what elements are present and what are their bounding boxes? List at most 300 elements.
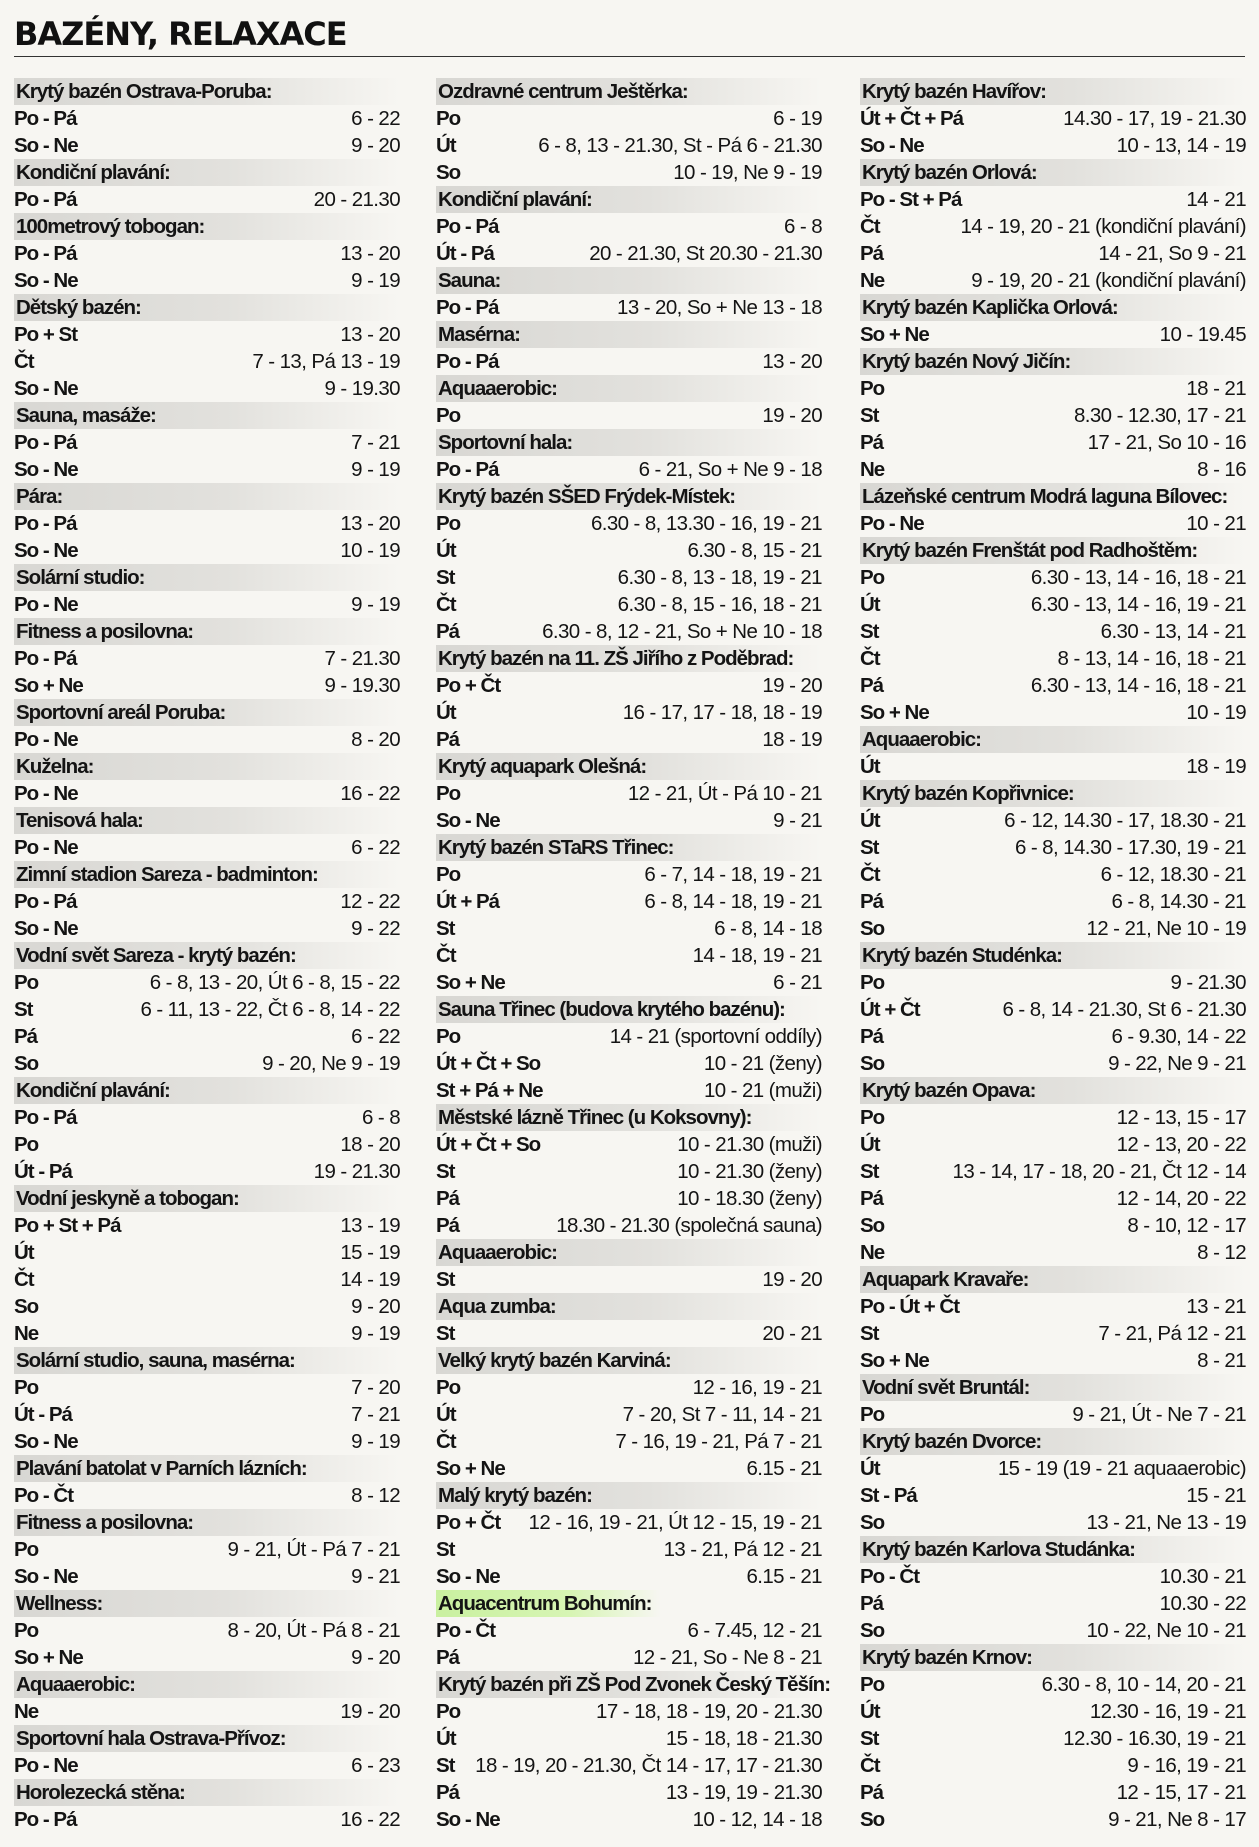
schedule-days: St — [436, 917, 455, 940]
facility-heading: Vodní svět Sareza - krytý bazén: — [14, 942, 400, 969]
schedule-hours: 7 - 20, St 7 - 11, 14 - 21 — [622, 1403, 822, 1426]
schedule-days: So - Ne — [14, 269, 78, 292]
schedule-days: Út - Pá — [14, 1160, 72, 1183]
schedule-days: So - Ne — [14, 1430, 78, 1453]
schedule-row — [14, 1158, 400, 1185]
facility-heading: Solární studio: — [14, 564, 400, 591]
schedule-row — [436, 969, 822, 996]
schedule-hours: 6 - 8, 14 - 21.30, St 6 - 21.30 — [1002, 998, 1246, 1021]
schedule-row — [860, 510, 1246, 537]
schedule-hours: 15 - 19 — [340, 1241, 400, 1264]
facility-heading-row — [14, 1671, 400, 1698]
schedule-row — [14, 1752, 400, 1779]
schedule-days: Po - Pá — [14, 1808, 77, 1831]
schedule-hours: 6.30 - 8, 13 - 18, 19 - 21 — [617, 566, 822, 589]
schedule-days: So + Ne — [860, 1349, 929, 1372]
schedule-row — [860, 591, 1246, 618]
facility-heading-highlighted: Aquacentrum Bohumín: — [436, 1590, 661, 1617]
schedule-days: Po - Ne — [14, 593, 78, 616]
schedule-hours: 14 - 19 — [340, 1268, 400, 1291]
schedule-row — [14, 132, 400, 159]
schedule-row — [14, 321, 400, 348]
schedule-row — [14, 537, 400, 564]
schedule-days: Pá — [436, 728, 460, 751]
schedule-row — [860, 807, 1246, 834]
schedule-days: Po - Ne — [14, 836, 78, 859]
schedule-days: Po - Pá — [14, 512, 77, 535]
schedule-hours: 14.30 - 17, 19 - 21.30 — [1063, 107, 1246, 130]
schedule-hours: 6 - 22 — [351, 107, 400, 130]
facility-heading: Aqua zumba: — [436, 1293, 822, 1320]
facility-heading: Sportovní hala Ostrava-Přívoz: — [14, 1725, 400, 1752]
schedule-hours: 18 - 20 — [340, 1133, 400, 1156]
facility-heading-row — [436, 1104, 822, 1131]
facility-heading: 100metrový tobogan: — [14, 213, 400, 240]
schedule-days: St — [14, 998, 33, 1021]
schedule-hours: 13 - 19 — [340, 1214, 400, 1237]
schedule-hours: 9 - 19, 20 - 21 (kondiční plavání) — [971, 269, 1246, 292]
schedule-days: So — [860, 1619, 885, 1642]
schedule-hours: 12 - 16, 19 - 21 — [692, 1376, 822, 1399]
facility-heading-row — [860, 726, 1246, 753]
schedule-row — [14, 1104, 400, 1131]
schedule-hours: 6.30 - 13, 14 - 16, 18 - 21 — [1030, 674, 1246, 697]
schedule-hours: 9 - 20 — [351, 134, 400, 157]
schedule-hours: 6 - 11, 13 - 22, Čt 6 - 8, 14 - 22 — [140, 998, 400, 1021]
schedule-hours: 19 - 20 — [340, 1700, 400, 1723]
schedule-hours: 7 - 21, Pá 12 - 21 — [1098, 1322, 1246, 1345]
schedule-hours: 17 - 18, 18 - 19, 20 - 21.30 — [596, 1700, 822, 1723]
facility-heading-row — [436, 753, 822, 780]
schedule-row — [436, 591, 822, 618]
facility-heading-row — [436, 186, 822, 213]
schedule-days: Po + Čt — [436, 674, 501, 697]
facility-heading: Krytý bazén Dvorce: — [860, 1428, 1246, 1455]
schedule-hours: 10 - 21.30 (muži) — [677, 1133, 822, 1156]
schedule-hours: 9 - 21, Út - Ne 7 - 21 — [1072, 1403, 1246, 1426]
schedule-days: Po - Pá — [14, 431, 77, 454]
schedule-days: So — [860, 917, 885, 940]
schedule-hours: 13 - 19, 19 - 21.30 — [665, 1781, 822, 1804]
schedule-row — [860, 1050, 1246, 1077]
schedule-row — [436, 699, 822, 726]
schedule-column-2 — [436, 78, 831, 1833]
facility-heading: Krytý bazén Opava: — [860, 1077, 1246, 1104]
schedule-days: Po + Čt — [436, 1511, 501, 1534]
facility-heading-row — [436, 267, 822, 294]
schedule-days: Po — [860, 1673, 885, 1696]
schedule-days: Út — [860, 755, 880, 778]
schedule-days: So — [14, 1052, 39, 1075]
facility-heading-row — [14, 159, 400, 186]
schedule-row — [436, 888, 822, 915]
schedule-row — [436, 1077, 822, 1104]
facility-heading-row — [14, 78, 400, 105]
schedule-days: Po + St — [14, 323, 78, 346]
schedule-hours: 8 - 20, Út - Pá 8 - 21 — [227, 1619, 400, 1642]
facility-heading-row — [14, 1590, 400, 1617]
schedule-days: Po - Út + Čt — [860, 1295, 960, 1318]
schedule-days: Út + Pá — [436, 890, 500, 913]
schedule-row — [14, 1617, 400, 1644]
facility-heading: Velký krytý bazén Karviná: — [436, 1347, 822, 1374]
schedule-days: So - Ne — [14, 377, 78, 400]
facility-heading-row — [14, 699, 400, 726]
facility-heading-row — [860, 483, 1246, 510]
schedule-row — [860, 213, 1246, 240]
facility-heading: Krytý aquapark Olešná: — [436, 753, 822, 780]
schedule-row — [436, 618, 822, 645]
schedule-row — [860, 672, 1246, 699]
schedule-hours: 18 - 21 — [1186, 377, 1246, 400]
schedule-row — [14, 1374, 400, 1401]
schedule-days: Po - Ne — [14, 728, 78, 751]
schedule-row — [436, 1536, 822, 1563]
schedule-days: Po - Pá — [14, 1106, 77, 1129]
schedule-row — [436, 1374, 822, 1401]
schedule-days: Po + St + Pá — [14, 1214, 121, 1237]
schedule-days: St — [860, 1322, 879, 1345]
schedule-days: So + Ne — [14, 674, 83, 697]
schedule-hours: 13 - 20 — [340, 512, 400, 535]
schedule-hours: 12.30 - 16, 19 - 21 — [1089, 1700, 1246, 1723]
facility-heading-row — [860, 348, 1246, 375]
schedule-row — [436, 726, 822, 753]
schedule-hours: 6.30 - 13, 14 - 21 — [1100, 620, 1246, 643]
schedule-hours: 14 - 21 — [1186, 188, 1246, 211]
schedule-hours: 9 - 19.30 — [324, 377, 400, 400]
schedule-days: Po — [436, 107, 461, 130]
schedule-row — [436, 1563, 822, 1590]
schedule-row — [436, 294, 822, 321]
schedule-days: So - Ne — [436, 1808, 500, 1831]
schedule-days: St — [436, 1322, 455, 1345]
schedule-days: So - Ne — [14, 1565, 78, 1588]
schedule-row — [14, 429, 400, 456]
schedule-hours: 12 - 13, 20 - 22 — [1116, 1133, 1246, 1156]
facility-heading: Sauna, masáže: — [14, 402, 400, 429]
facility-heading-row — [14, 1185, 400, 1212]
schedule-hours: 7 - 21 — [351, 431, 400, 454]
schedule-hours: 14 - 19, 20 - 21 (kondiční plavání) — [960, 215, 1246, 238]
schedule-days: Út — [860, 1457, 880, 1480]
schedule-row — [14, 1401, 400, 1428]
schedule-hours: 6.30 - 8, 12 - 21, So + Ne 10 - 18 — [542, 620, 822, 643]
schedule-days: Út — [860, 1133, 880, 1156]
facility-heading-row — [860, 1374, 1246, 1401]
schedule-hours: 6.30 - 13, 14 - 16, 19 - 21 — [1030, 593, 1246, 616]
schedule-days: St — [436, 1538, 455, 1561]
facility-heading: Aquaaerobic: — [436, 375, 822, 402]
schedule-hours: 12 - 15, 17 - 21 — [1116, 1781, 1246, 1804]
facility-heading: Aquaaerobic: — [436, 1239, 822, 1266]
schedule-row — [860, 1509, 1246, 1536]
schedule-days: Út + Čt + Pá — [860, 107, 964, 130]
schedule-hours: 14 - 21 (sportovní oddíly) — [609, 1025, 822, 1048]
schedule-days: So - Ne — [436, 1565, 500, 1588]
schedule-hours: 9 - 21, Ne 8 - 17 — [1108, 1808, 1246, 1831]
schedule-row — [436, 915, 822, 942]
schedule-row — [860, 1563, 1246, 1590]
facility-heading: Vodní jeskyně a tobogan: — [14, 1185, 400, 1212]
schedule-hours: 9 - 19 — [351, 593, 400, 616]
schedule-days: St - Pá — [860, 1484, 917, 1507]
facility-heading-row — [436, 834, 822, 861]
schedule-row — [436, 1617, 822, 1644]
schedule-days: Pá — [860, 1781, 884, 1804]
schedule-row — [860, 645, 1246, 672]
schedule-days: Po — [14, 1376, 39, 1399]
schedule-hours: 9 - 20 — [351, 1646, 400, 1669]
schedule-row — [860, 1617, 1246, 1644]
schedule-hours: 10 - 19 — [1186, 701, 1246, 724]
schedule-hours: 18 - 19 — [762, 728, 822, 751]
schedule-hours: 15 - 18, 18 - 21.30 — [665, 1727, 822, 1750]
schedule-row — [14, 726, 400, 753]
schedule-hours: 20 - 21.30, St 20.30 - 21.30 — [589, 242, 822, 265]
facility-heading: Sauna: — [436, 267, 822, 294]
facility-heading-row — [436, 1482, 822, 1509]
schedule-row — [436, 402, 822, 429]
schedule-days: So — [860, 1214, 885, 1237]
schedule-days: Út - Pá — [436, 242, 494, 265]
facility-heading: Kondiční plavání: — [14, 1077, 400, 1104]
schedule-row — [860, 969, 1246, 996]
schedule-days: Po - Ne — [14, 782, 78, 805]
facility-heading-row — [436, 78, 822, 105]
facility-heading-row — [860, 1077, 1246, 1104]
facility-heading-row — [436, 1347, 822, 1374]
schedule-days: Út — [14, 1241, 34, 1264]
schedule-hours: 6 - 8, 14 - 18 — [714, 917, 822, 940]
schedule-days: So — [860, 1052, 885, 1075]
schedule-days: So — [14, 1295, 39, 1318]
schedule-days: Po — [436, 1376, 461, 1399]
schedule-row — [14, 1050, 400, 1077]
facility-heading-row — [14, 807, 400, 834]
schedule-row — [860, 1158, 1246, 1185]
facility-heading-row — [860, 159, 1246, 186]
schedule-hours: 14 - 21, So 9 - 21 — [1098, 242, 1246, 265]
schedule-row — [436, 105, 822, 132]
schedule-row — [860, 1779, 1246, 1806]
facility-heading: Solární studio, sauna, masérna: — [14, 1347, 400, 1374]
facility-heading: Fitness a posilovna: — [14, 1509, 400, 1536]
schedule-hours: 9 - 22 — [351, 917, 400, 940]
schedule-hours: 6 - 12, 18.30 - 21 — [1100, 863, 1246, 886]
schedule-hours: 6 - 8, 13 - 20, Út 6 - 8, 15 - 22 — [149, 971, 400, 994]
facility-heading: Sportovní hala: — [436, 429, 822, 456]
schedule-days: Po — [14, 1133, 39, 1156]
schedule-row — [860, 321, 1246, 348]
schedule-hours: 8 - 10, 12 - 17 — [1127, 1214, 1246, 1237]
schedule-days: Po - Pá — [436, 296, 499, 319]
schedule-hours: 8.30 - 12.30, 17 - 21 — [1073, 404, 1246, 427]
schedule-row — [436, 1428, 822, 1455]
schedule-hours: 6 - 22 — [351, 1025, 400, 1048]
schedule-row — [14, 1266, 400, 1293]
schedule-days: Po - Pá — [436, 350, 499, 373]
facility-heading-row — [860, 1266, 1246, 1293]
facility-heading-row — [14, 942, 400, 969]
schedule-row — [860, 186, 1246, 213]
schedule-row — [14, 1239, 400, 1266]
schedule-row — [14, 1320, 400, 1347]
schedule-hours: 9 - 19 — [351, 1322, 400, 1345]
schedule-hours: 6 - 22 — [351, 836, 400, 859]
schedule-row — [436, 1212, 822, 1239]
facility-heading-row — [14, 1509, 400, 1536]
schedule-row — [860, 888, 1246, 915]
schedule-row — [860, 618, 1246, 645]
schedule-row — [860, 1104, 1246, 1131]
schedule-days: Út — [860, 593, 880, 616]
schedule-row — [860, 1131, 1246, 1158]
schedule-row — [860, 699, 1246, 726]
schedule-row — [860, 1671, 1246, 1698]
facility-heading: Krytý bazén STaRS Třinec: — [436, 834, 822, 861]
schedule-row — [436, 1266, 822, 1293]
schedule-hours: 10 - 21 (muži) — [703, 1079, 822, 1102]
facility-heading-row — [860, 294, 1246, 321]
schedule-hours: 9 - 19 — [351, 269, 400, 292]
schedule-row — [436, 1050, 822, 1077]
facility-heading-row — [436, 429, 822, 456]
schedule-days: Po - St + Pá — [860, 188, 962, 211]
facility-heading: Plavání batolat v Parních lázních: — [14, 1455, 400, 1482]
schedule-hours: 19 - 20 — [762, 1268, 822, 1291]
schedule-days: Pá — [860, 890, 884, 913]
facility-heading-row — [436, 375, 822, 402]
schedule-days: Po — [436, 782, 461, 805]
schedule-hours: 13 - 20 — [340, 323, 400, 346]
schedule-row — [14, 240, 400, 267]
schedule-hours: 18.30 - 21.30 (společná sauna) — [556, 1214, 822, 1237]
schedule-days: Čt — [436, 944, 456, 967]
schedule-hours: 13 - 14, 17 - 18, 20 - 21, Čt 12 - 14 — [952, 1160, 1246, 1183]
schedule-hours: 12 - 21, Út - Pá 10 - 21 — [627, 782, 822, 805]
schedule-hours: 10 - 21.30 (ženy) — [677, 1160, 822, 1183]
schedule-days: Pá — [860, 242, 884, 265]
schedule-row — [14, 1212, 400, 1239]
schedule-hours: 12 - 14, 20 - 22 — [1116, 1187, 1246, 1210]
facility-heading: Kuželna: — [14, 753, 400, 780]
schedule-row — [860, 1320, 1246, 1347]
schedule-days: St — [860, 836, 879, 859]
schedule-hours: 7 - 16, 19 - 21, Pá 7 - 21 — [615, 1430, 822, 1453]
schedule-row — [14, 1131, 400, 1158]
schedule-hours: 7 - 20 — [351, 1376, 400, 1399]
schedule-days: Ne — [860, 1241, 885, 1264]
schedule-hours: 6 - 23 — [351, 1754, 400, 1777]
schedule-row — [860, 105, 1246, 132]
schedule-hours: 6 - 8 — [783, 215, 822, 238]
schedule-hours: 8 - 21 — [1197, 1349, 1246, 1372]
schedule-days: Pá — [860, 674, 884, 697]
schedule-days: Pá — [860, 1025, 884, 1048]
facility-heading-row — [14, 213, 400, 240]
schedule-row — [436, 1509, 822, 1536]
schedule-days: Út + Čt — [860, 998, 920, 1021]
facility-heading-row — [860, 537, 1246, 564]
schedule-row — [860, 996, 1246, 1023]
schedule-row — [14, 1563, 400, 1590]
schedule-days: Po - Pá — [436, 458, 499, 481]
schedule-days: Po — [14, 1538, 39, 1561]
schedule-row — [860, 1698, 1246, 1725]
schedule-row — [860, 1752, 1246, 1779]
facility-heading: Horolezecká stěna: — [14, 1779, 400, 1806]
schedule-hours: 12 - 21, So - Ne 8 - 21 — [632, 1646, 822, 1669]
schedule-hours: 6 - 8, 14.30 - 21 — [1111, 890, 1246, 913]
schedule-row — [14, 591, 400, 618]
schedule-hours: 9 - 20 — [351, 1295, 400, 1318]
schedule-days: So + Ne — [436, 1457, 505, 1480]
schedule-hours: 9 - 19 — [351, 458, 400, 481]
facility-heading-row — [436, 1239, 822, 1266]
schedule-days: Út — [436, 1727, 456, 1750]
facility-heading-row — [860, 1536, 1246, 1563]
schedule-row — [860, 1725, 1246, 1752]
schedule-row — [860, 753, 1246, 780]
facility-heading-row — [436, 1293, 822, 1320]
schedule-days: St — [860, 404, 879, 427]
facility-heading: Krytý bazén Kopřivnice: — [860, 780, 1246, 807]
schedule-days: Po — [860, 1106, 885, 1129]
schedule-row — [436, 456, 822, 483]
schedule-days: Po - Pá — [14, 188, 77, 211]
facility-heading: Kondiční plavání: — [14, 159, 400, 186]
facility-heading-row — [14, 294, 400, 321]
schedule-row — [14, 915, 400, 942]
schedule-hours: 6 - 21, So + Ne 9 - 18 — [638, 458, 822, 481]
facility-heading-row — [14, 861, 400, 888]
facility-heading-row — [436, 483, 822, 510]
schedule-days: Út — [436, 134, 456, 157]
schedule-row — [436, 240, 822, 267]
schedule-days: Čt — [860, 215, 880, 238]
schedule-days: So — [860, 1511, 885, 1534]
schedule-days: St — [860, 1160, 879, 1183]
schedule-hours: 6 - 12, 14.30 - 17, 18.30 - 21 — [1004, 809, 1246, 832]
schedule-days: Po - Čt — [14, 1484, 74, 1507]
schedule-hours: 6 - 7.45, 12 - 21 — [687, 1619, 822, 1642]
facility-heading: Kondiční plavání: — [436, 186, 822, 213]
schedule-row — [14, 645, 400, 672]
schedule-row — [14, 186, 400, 213]
schedule-days: St — [436, 1160, 455, 1183]
facility-heading-row — [860, 942, 1246, 969]
facility-heading: Vodní svět Bruntál: — [860, 1374, 1246, 1401]
schedule-row — [436, 1320, 822, 1347]
facility-heading: Aquaaerobic: — [14, 1671, 400, 1698]
schedule-hours: 10 - 18.30 (ženy) — [677, 1187, 822, 1210]
facility-heading: Lázeňské centrum Modrá laguna Bílovec: — [860, 483, 1246, 510]
facility-heading-row — [14, 1347, 400, 1374]
schedule-days: Po — [436, 863, 461, 886]
schedule-row — [14, 996, 400, 1023]
schedule-hours: 6 - 8, 14.30 - 17.30, 19 - 21 — [1014, 836, 1246, 859]
schedule-row — [436, 1752, 822, 1779]
schedule-hours: 13 - 20, So + Ne 13 - 18 — [617, 296, 822, 319]
schedule-hours: 19 - 21.30 — [313, 1160, 400, 1183]
schedule-row — [860, 1590, 1246, 1617]
facility-heading-row — [14, 564, 400, 591]
facility-heading-row — [860, 1428, 1246, 1455]
schedule-column-1 — [14, 78, 400, 1833]
schedule-days: Čt — [860, 1754, 880, 1777]
facility-heading: Pára: — [14, 483, 400, 510]
